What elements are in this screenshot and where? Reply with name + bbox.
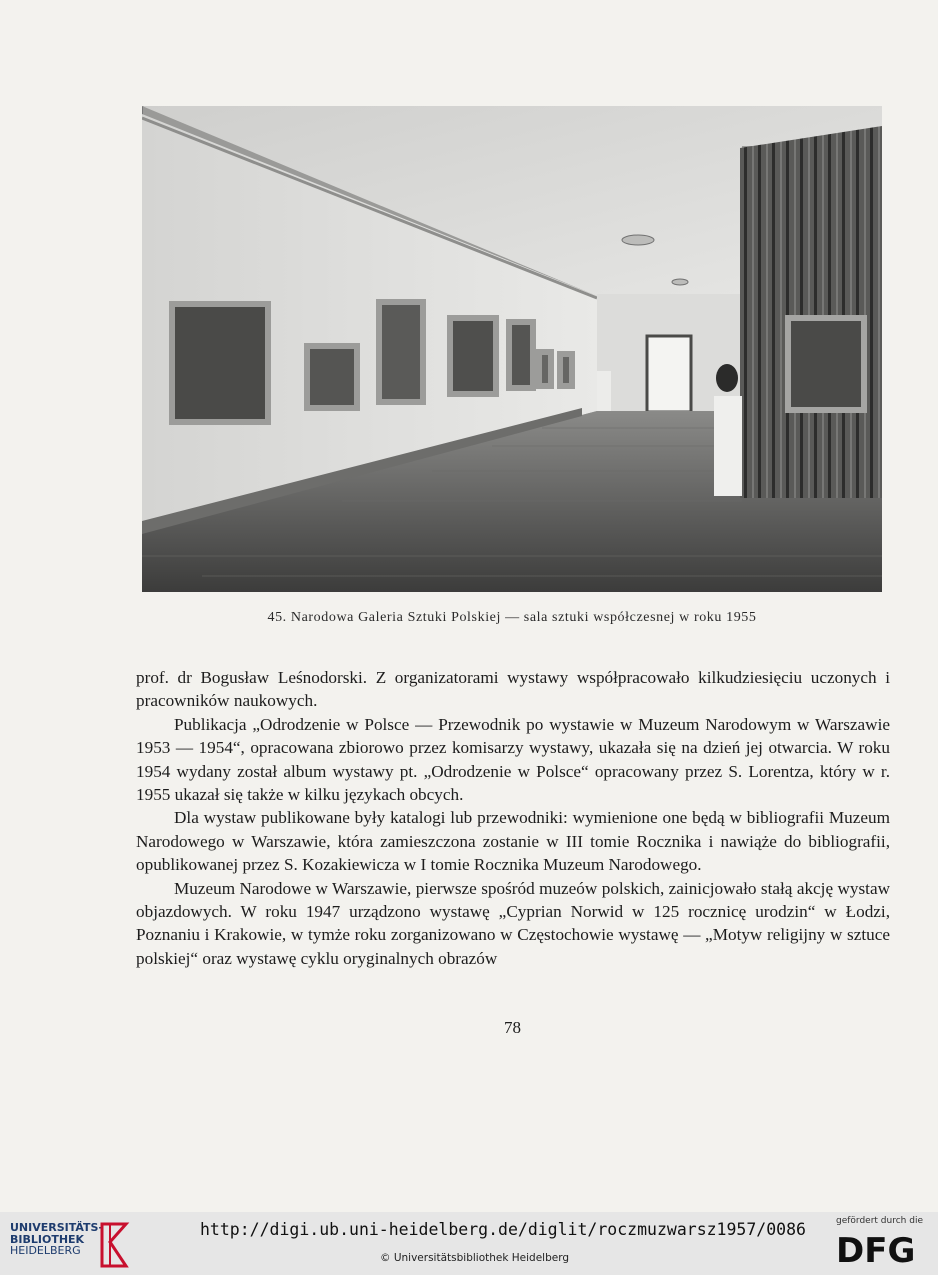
library-name-line: UNIVERSITÄTS-	[10, 1221, 104, 1234]
dfg-logo-text: DFG	[836, 1231, 916, 1268]
gallery-photograph	[142, 106, 882, 592]
dfg-logo[interactable]	[834, 1228, 926, 1268]
paragraph: Muzeum Narodowe w Warszawie, pierwsze spośród muzeów polskich, zainicjowało stałą akcję wystaw objazdowych. W roku 1947 urządzono wystawę „Cyprian Norwid w 125 rocznicę urodzin“ w Łodzi, Poznaniu i Krakowie, w tymże roku zorganizowano w Częstochowie wystawę — „Motyw religijny w sztuce polskiej“ oraz wystawę cyklu oryginalnych obrazów	[136, 878, 890, 968]
library-logo[interactable]	[10, 1218, 134, 1272]
library-name	[10, 1222, 103, 1257]
paragraph: Publikacja „Odrodzenie w Polsce — Przewodnik po wystawie w Muzeum Narodowym w Warszawie 1953 — 1954“, opracowana zbiorowo przez komisarzy wystawy, ukazała się na dzień jej otwarcia. W roku 1954 wydany został album wystawy pt. „Odrodzenie w Polsce“ opracowany przez S. Lorentza, który w r. 1955 ukazał się także w kilku językach obcych.	[136, 714, 890, 805]
library-name-line: BIBLIOTHEK	[10, 1232, 85, 1246]
body-text	[136, 666, 890, 970]
gallery-room-image	[142, 106, 882, 592]
sponsor-label: gefördert durch die	[836, 1216, 923, 1226]
permalink-url[interactable]: http://digi.ub.uni-heidelberg.de/diglit/roczmuzwarsz1957/0086	[200, 1220, 806, 1239]
page-number: 78	[504, 1018, 521, 1037]
library-emblem-icon	[96, 1220, 134, 1270]
footer-bar	[0, 1212, 938, 1275]
library-name-line: HEIDELBERG	[10, 1244, 81, 1257]
figure-caption: 45. Narodowa Galeria Sztuki Polskiej — sala sztuki współczesnej w roku 1955	[267, 610, 757, 625]
paragraph: Dla wystaw publikowane były katalogi lub przewodniki: wymienione one będą w bibliografii Muzeum Narodowego w Warszawie, która zamieszczona zostanie w III tomie Rocznika i nawiąże do bibliografii, opublikowanej przez S. Kozakiewicza w I tomie Rocznika Muzeum Narodowego.	[136, 808, 890, 875]
paragraph: prof. dr Bogusław Leśnodorski. Z organizatorami wystawy współpracowało kilkudziesięciu uczonych i pracowników naukowych.	[136, 668, 890, 711]
copyright-notice: © Universitätsbibliothek Heidelberg	[380, 1252, 570, 1264]
